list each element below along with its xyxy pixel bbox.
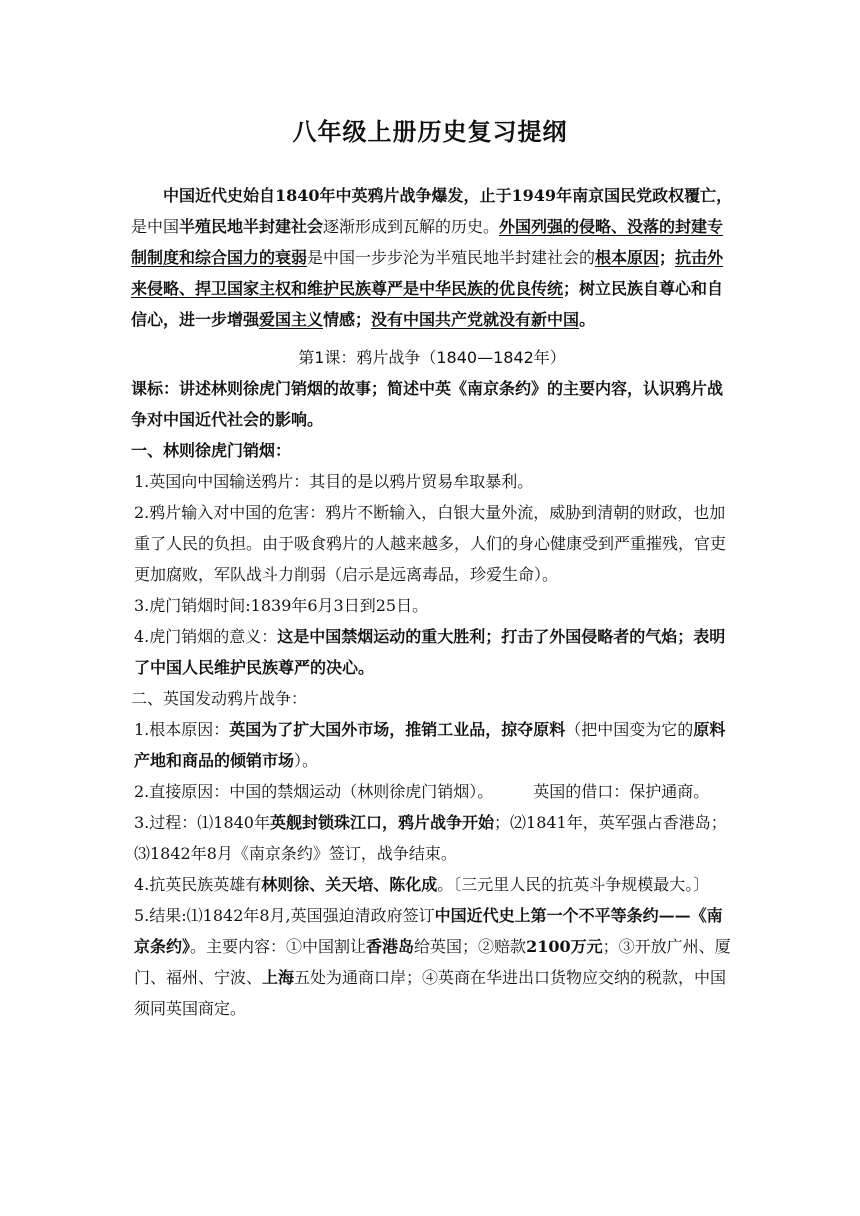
list-item: 3.虎门销烟时间:1839年6月3日到25日。 <box>134 596 429 615</box>
item-emphasis: 林则徐、关天培、陈化成 <box>261 875 438 894</box>
intro-text: 中国近代史始自1840年中英鸦片战争爆发，止于1949年南京国民党政权覆亡， <box>163 186 733 205</box>
intro-keyword: 半殖民地半封建社会 <box>179 217 324 236</box>
list-item <box>131 869 733 900</box>
section-heading: 二、英国发动鸦片战争： <box>131 689 308 708</box>
item-text: ）。 <box>294 751 319 770</box>
item-emphasis: 原料产地和商品的倾销市场 <box>134 720 726 770</box>
list-item <box>131 621 733 683</box>
intro-paragraph <box>131 180 733 335</box>
item-text: 5.结果:⑴1842年8月,英国强迫清政府签订 <box>134 906 435 925</box>
item-text: 1.根本原因： <box>134 720 230 739</box>
item-text: 给英国；②赔款 <box>414 937 527 956</box>
intro-underlined: 抗击外来侵略、捍卫国家主权和维护民族尊严是中华民族的优良传统 <box>131 248 724 298</box>
list-item: 1.英国向中国输送鸦片：其目的是以鸦片贸易牟取暴利。 <box>134 472 534 491</box>
item-text: 。〔三元里人民的抗英斗争规模最大。〕 <box>437 875 710 894</box>
item-emphasis: 这是中国禁烟运动的重大胜利；打击了外国侵略者的气焰；表明了中国人民维护民族尊严的决心。 <box>134 627 726 677</box>
item-text: ；⑵1841年，英军强占香港岛；⑶1842年8月《南京条约》签订，战争结束。 <box>134 813 727 863</box>
item-text: ；③开放广州、厦门、福州、宁波、 <box>134 937 731 987</box>
list-item <box>131 807 733 869</box>
list-item <box>131 900 733 1024</box>
item-text: （把中国变为它的 <box>565 720 694 739</box>
list-item <box>131 714 733 776</box>
intro-underlined: 外国列强的侵略、没落的封建专制制度和综合国力的衰弱 <box>131 217 724 267</box>
intro-text: 。 <box>579 310 596 329</box>
lesson-heading: 第1课：鸦片战争（1840—1842年） <box>298 348 566 367</box>
intro-text: 是中国 <box>131 217 180 236</box>
intro-text: ；树立民族自尊心和自信心，进一步增强 <box>131 279 724 329</box>
item-text: 英国的借口：保护通商。 <box>533 782 710 801</box>
item-emphasis: 英舰封锁珠江口，鸦片战争开始 <box>270 813 495 832</box>
intro-text: 逐渐形成到瓦解的历史。 <box>323 217 500 236</box>
item-text: 3.过程：⑴1840年 <box>134 813 270 832</box>
list-item <box>131 776 733 807</box>
item-emphasis: 中国近代史上第一个不平等条约——《南京条约》 <box>134 906 723 956</box>
item-text: 五处为通商口岸；④英商在华进出口货物应交纳的税款，中国须同英国商定。 <box>134 968 727 1018</box>
intro-underlined: 根本原因 <box>595 248 660 267</box>
item-text: 4.虎门销烟的意义： <box>134 627 278 646</box>
section-heading: 一、林则徐虎门销烟： <box>131 441 292 460</box>
intro-underlined: 爱国主义 <box>259 310 324 329</box>
intro-text: 情感； <box>323 310 372 329</box>
document-body <box>131 180 733 1024</box>
item-emphasis: 香港岛 <box>366 937 415 956</box>
item-text: 。主要内容：①中国割让 <box>190 937 367 956</box>
curriculum-standard: 课标：讲述林则徐虎门销烟的故事；简述中英《南京条约》的主要内容，认识鸦片战争对中国近代社会的影响。 <box>131 379 724 429</box>
item-text: 2.直接原因：中国的禁烟运动（林则徐虎门销烟）。 <box>134 782 494 801</box>
item-emphasis: 上海 <box>262 968 295 987</box>
intro-text: 是中国一步步沦为半殖民地半封建社会的 <box>307 248 596 267</box>
item-text: 4.抗英民族英雄有 <box>134 875 262 894</box>
item-emphasis: 2100万元 <box>526 937 603 956</box>
intro-underlined: 没有中国共产党就没有新中国 <box>371 310 580 329</box>
document-title: 八年级上册历史复习提纲 <box>292 117 568 146</box>
item-emphasis: 英国为了扩大国外市场，推销工业品，掠夺原料 <box>229 720 566 739</box>
list-item: 2.鸦片输入对中国的危害：鸦片不断输入，白银大量外流，威胁到清朝的财政，也加重了人民的负担。由于吸食鸦片的人越来越多，人们的身心健康受到严重摧残，官吏更加腐败，军队战斗力削弱（启示是远离毒品，珍爱生命）。 <box>134 503 727 584</box>
intro-text: ； <box>659 248 676 267</box>
